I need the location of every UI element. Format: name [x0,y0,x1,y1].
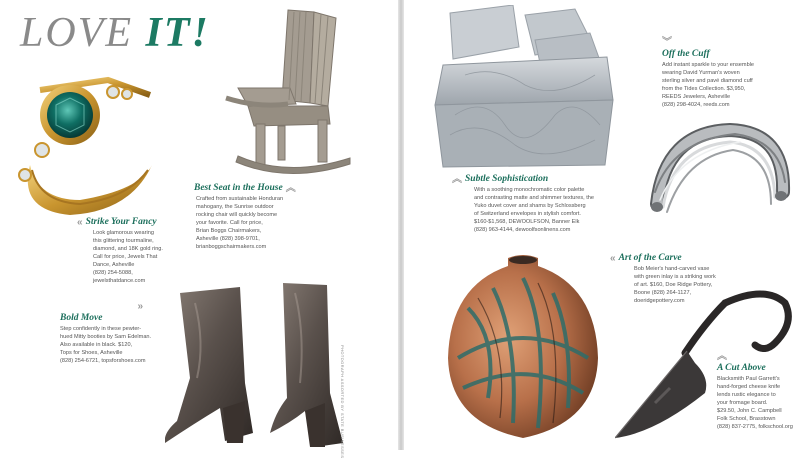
knife-line: your fromage board. [717,400,768,406]
ring-line: Look glamorous wearing [93,230,154,236]
cuff-line: Add instant sparkle to your ensemble [662,62,755,68]
chevron-up-icon: ︽ [452,173,462,185]
ring-photo [10,70,160,220]
cuff-blurb [662,38,754,109]
cuff-line: wearing David Yurman's woven [662,70,740,76]
ring-line: Call for price, Jewels That [93,254,158,260]
tourmaline-gem [47,92,93,138]
chair-line: rocking chair will quickly become [196,212,278,218]
bedding-blurb [452,174,594,234]
boots-heading: Bold Move [60,313,103,323]
ring-line: jewelsthatdance.com [93,278,146,284]
chevron-right-icon: » [137,301,144,312]
bedding-line: Yuko duvet cover and shams by Schlossberg [474,203,586,209]
cuff-line: (828) 298-4024, reeds.com [662,102,730,108]
vase-line: of art. $160, Doe Ridge Pottery, [634,282,713,288]
chair-line: mahogany, the Sunrise outdoor [196,204,274,210]
bedding-line: and contrasting matte and shimmer textures, the [474,195,595,201]
vase-line: doeridgepottery.com [634,298,685,304]
bedding-heading: Subtle Sophistication [465,174,549,184]
chevron-left-icon: « [77,216,83,228]
bedding-line: $160-$1,568, DEWOOLFSON, Banner Elk [474,219,580,225]
ring-heading: Strike Your Fancy [85,217,157,227]
vase-line: with green inlay is a striking work [634,274,716,280]
chair-blurb [194,183,296,251]
chevron-left-icon: « [610,252,616,264]
chair-line: Crafted from sustainable Honduran [196,196,284,202]
chair-heading: Best Seat in the House [194,183,283,193]
ring-blurb [77,217,163,285]
ring-line: (828) 254-5088, [93,270,133,276]
title-accent: IT! [145,10,210,56]
photo-credit: PHOTOGRAPH ASSORTED BY STATE BUSINESSES [340,345,345,458]
vase-line: Bob Meier's hand-carved vase [634,266,710,272]
bedding-line: (828) 963-4144, dewoolfsonlinens.com [474,227,571,233]
chair-line: Brian Boggs Chairmakers, [196,228,262,234]
knife-heading: A Cut Above [717,363,766,373]
boots-line: Tops for Shoes, Asheville [60,350,123,356]
bedding-photo [425,5,615,170]
chevron-up-icon: ︽ [717,351,727,362]
vase-line: Boone (828) 264-1127, [634,290,692,296]
chair-line: Asheville (828) 398-9701, [196,236,260,242]
knife-line: (828) 837-2775, folkschool.org [717,424,793,430]
chair-line: your favorite. Call for price, [196,220,263,226]
knife-line: $29.50, John C. Campbell [717,408,782,414]
boots-line: (828) 254-6721, topsforshoes.com [60,358,146,364]
knife-line: hand-forged cheese knife [717,384,781,390]
bedding-line: of Switzerland envelopes in stylish comfort. [474,211,581,217]
cuff-heading: Off the Cuff [662,49,710,59]
cuff-line: REEDS Jewelers, Asheville [662,94,731,100]
page-title [20,12,210,54]
cuff-bracelet-photo [645,112,795,232]
chair-line: brianboggschairmakers.com [196,244,267,250]
cuff-line: from the Tides Collection. $3,950, [662,86,746,92]
ring-line: diamond, and 18K gold ring. [93,246,163,252]
boots-line: Also available in black. $120, [60,342,133,348]
knife-line: lends rustic elegance to [717,392,776,398]
bedding-line: With a soothing monochromatic color palette [474,187,585,193]
carved-vase-photo [438,248,608,448]
ring-line: Dance, Asheville [93,262,135,268]
ring-line: this glittering tourmaline, [93,238,154,244]
booties-photo [165,283,345,448]
boots-line: hued Mitty booties by Sam Edelman. [60,334,152,340]
knife-blurb [717,352,793,431]
cuff-line: sterling silver and pavé diamond cuff [662,78,753,84]
vase-heading: Art of the Carve [618,253,682,263]
boots-blurb [60,302,151,365]
boots-line: Step confidently in these pewter- [60,326,142,332]
rocking-chair-photo [218,8,358,178]
chevron-down-icon: ︾ [662,37,672,48]
knife-line: Blacksmith Paul Garrett's [717,376,780,382]
chevron-up-icon: ︽ [285,182,296,194]
title-plain: LOVE [20,10,146,56]
knife-line: Folk School, Brasstown [717,416,776,422]
